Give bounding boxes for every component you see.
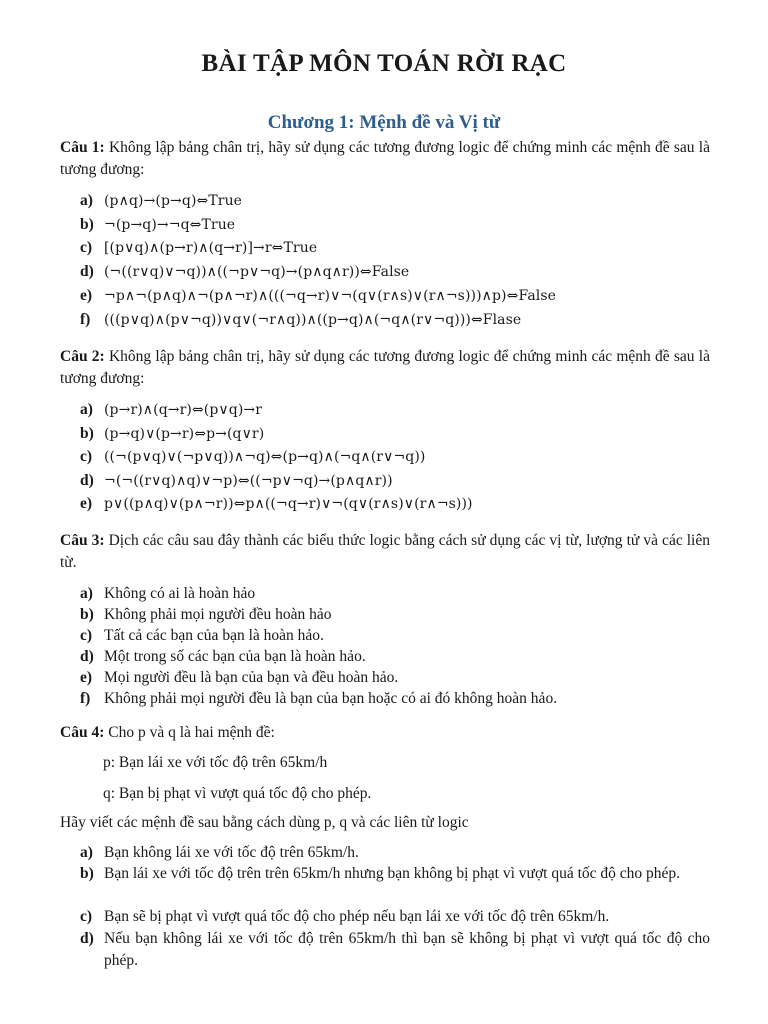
item-label: e)	[80, 495, 93, 512]
item-label: d)	[80, 263, 94, 280]
question-1-label: Câu 1:	[60, 139, 105, 156]
item-text: Không phải mọi người đều hoàn hảo	[104, 606, 332, 623]
item-text: Không có ai là hoàn hảo	[104, 585, 256, 602]
item-label: d)	[80, 472, 94, 489]
item-label: d)	[80, 930, 94, 947]
question-4	[60, 722, 710, 744]
item-label: a)	[80, 192, 93, 209]
logic-expression: (¬((r∨q)∨¬q))∧((¬p∨¬q)→(p∧q∧r))⇔False	[104, 264, 410, 280]
item-label: b)	[80, 865, 94, 882]
item-label: f)	[80, 690, 91, 707]
item-text: Mọi người đều là bạn của bạn và đều hoàn hảo.	[104, 669, 399, 686]
item-label: a)	[80, 585, 93, 602]
question-4-text: Cho p và q là hai mệnh đề:	[108, 724, 275, 741]
page-title: BÀI TẬP MÔN TOÁN RỜI RẠC	[201, 50, 567, 77]
item-text: Bạn không lái xe với tốc độ trên 65km/h.	[104, 844, 359, 861]
item-label: e)	[80, 287, 93, 304]
logic-expression: (((p∨q)∧(p∨¬q))∨q∨(¬r∧q))∧((p→q)∧(¬q∧(r∨¬q)))⇔Flase	[104, 312, 522, 328]
logic-expression: (p→r)∧(q→r)⇔(p∨q)→r	[104, 402, 263, 418]
logic-expression: ¬(¬((r∨q)∧q)∨¬p)⇔((¬p∨¬q)→(p∧q∧r))	[104, 473, 393, 489]
item-label: c)	[80, 239, 93, 256]
question-1	[60, 137, 710, 181]
q4-item-b	[80, 863, 710, 907]
item-label: e)	[80, 669, 93, 686]
item-label: c)	[80, 627, 93, 644]
question-3-text: Dịch các câu sau đây thành các biểu thức logic bằng cách sử dụng các vị từ, lượng tử và các liên từ.	[60, 532, 710, 571]
question-2-text: Không lập bảng chân trị, hãy sử dụng các tương đương logic để chứng minh các mệnh đề sau là tương đương:	[60, 348, 710, 387]
item-label: a)	[80, 844, 93, 861]
item-label: c)	[80, 908, 93, 925]
item-text: Một trong số các bạn của bạn là hoàn hảo.	[104, 648, 366, 665]
question-4-instruction: Hãy viết các mệnh đề sau bằng cách dùng p, q và các liên từ logic	[60, 814, 469, 831]
question-4-label: Câu 4:	[60, 724, 105, 741]
chapter-heading: Chương 1: Mệnh đề và Vị từ	[267, 112, 501, 133]
logic-expression: (p→q)∨(p→r)⇔p→(q∨r)	[104, 426, 265, 442]
question-3	[60, 530, 710, 574]
logic-expression: ¬(p→q)→¬q⇔True	[104, 217, 236, 233]
question-1-text: Không lập bảng chân trị, hãy sử dụng các tương đương logic để chứng minh các mệnh đề sau là tương đương:	[60, 139, 710, 178]
question-2-label: Câu 2:	[60, 348, 105, 365]
question-3-label: Câu 3:	[60, 532, 105, 549]
proposition-q: q: Bạn bị phạt vì vượt quá tốc độ cho phép.	[103, 785, 372, 802]
logic-expression: [(p∨q)∧(p→r)∧(q→r)]→r⇔True	[104, 240, 318, 256]
item-label: b)	[80, 425, 94, 442]
item-label: b)	[80, 216, 94, 233]
logic-expression: p∨((p∧q)∨(p∧¬r))⇔p∧((¬q→r)∨¬(q∨(r∧s)∨(r∧¬s)))	[104, 496, 473, 512]
question-2	[60, 346, 710, 390]
q4-item-d	[80, 928, 710, 972]
item-text: Bạn sẽ bị phạt vì vượt quá tốc độ cho phép nếu bạn lái xe với tốc độ trên 65km/h.	[104, 908, 610, 925]
item-text: Tất cả các bạn của bạn là hoàn hảo.	[104, 627, 324, 644]
item-label: d)	[80, 648, 94, 665]
item-text: Bạn lái xe với tốc độ trên trên 65km/h nhưng bạn không bị phạt vì vượt quá tốc độ cho phép.	[104, 865, 681, 882]
item-label: c)	[80, 448, 93, 465]
proposition-p: p: Bạn lái xe với tốc độ trên 65km/h	[103, 754, 328, 771]
item-label: a)	[80, 401, 93, 418]
logic-expression: (p∧q)→(p→q)⇔True	[104, 193, 243, 209]
logic-expression: ¬p∧¬(p∧q)∧¬(p∧¬r)∧(((¬q→r)∨¬(q∨(r∧s)∨(r∧¬s)))∧p)⇔False	[104, 288, 557, 304]
item-text: Nếu bạn không lái xe với tốc độ trên 65km/h thì bạn sẽ không bị phạt vì vượt quá tốc độ cho phép.	[104, 930, 710, 969]
item-label: b)	[80, 606, 94, 623]
item-text: Không phải mọi người đều là bạn của bạn hoặc có ai đó không hoàn hảo.	[104, 690, 558, 707]
item-label: f)	[80, 311, 91, 328]
logic-expression: ((¬(p∨q)∨(¬p∨q))∧¬q)⇔(p→q)∧(¬q∧(r∨¬q))	[104, 449, 426, 465]
